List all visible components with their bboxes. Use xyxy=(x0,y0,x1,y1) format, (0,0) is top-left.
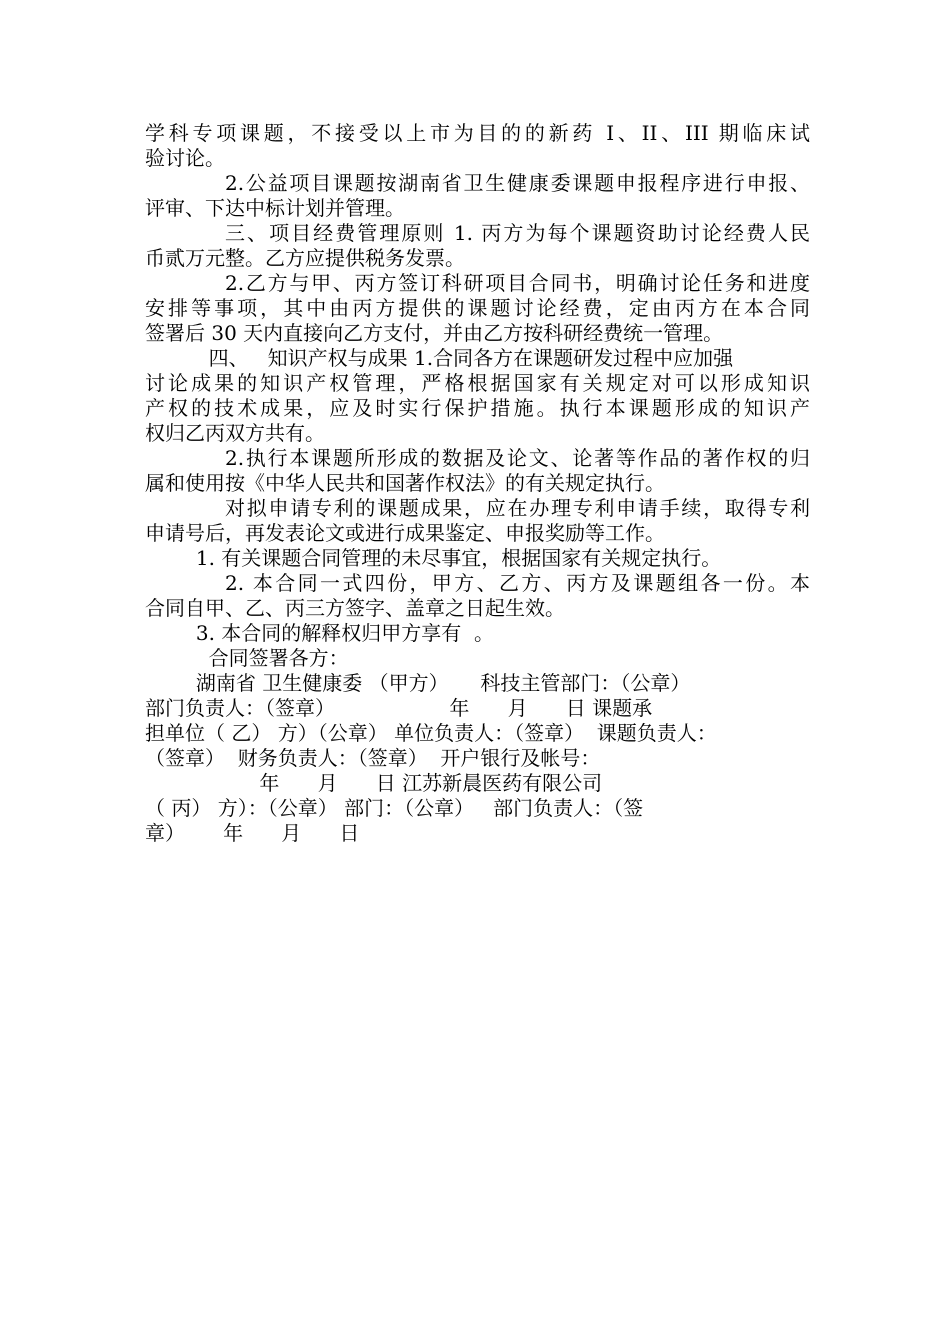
document-line: 合同自甲、乙、丙三方签字、盖章之日起生效。 xyxy=(145,596,565,620)
document-line: 担单位（ 乙） 方）（公章） 单位负责人：（签章） 课题负责人： xyxy=(145,721,717,745)
document-line: 2. 本合同一式四份，甲方、乙方、丙方及课题组各一份。本 xyxy=(225,571,810,595)
document-line: 权归乙丙双方共有。 xyxy=(145,421,325,445)
document-line: 3. 本合同的解释权归甲方享有 。 xyxy=(145,621,495,645)
document-line: 签署后 30 天内直接向乙方支付，并由乙方按科研经费统一管理。 xyxy=(145,321,724,345)
document-line: 安排等事项，其中由丙方提供的课题讨论经费，定由丙方在本合同 xyxy=(145,296,810,320)
document-line: 章） 年 月 日 xyxy=(145,821,360,845)
document-line: 湖南省 卫生健康委 （甲方） 科技主管部门：（公章） xyxy=(145,671,691,695)
document-line: 学科专项课题，不接受以上市为目的的新药 I、II、III 期临床试 xyxy=(145,121,810,145)
document-line: 年 月 日 江苏新晨医药有限公司 xyxy=(145,771,603,795)
document-line: 合同签署各方： xyxy=(145,646,349,670)
document-line: 申请号后，再发表论文或进行成果鉴定、申报奖励等工作。 xyxy=(145,521,665,545)
contract-page xyxy=(145,121,810,846)
document-line: 部门负责人：（签章） 年 月 日 课题承 xyxy=(145,696,653,720)
document-line: （签章） 财务负责人：（签章） 开户银行及帐号： xyxy=(145,746,601,770)
document-line: （ 丙） 方）：（公章） 部门：（公章） 部门负责人：（签 xyxy=(145,796,644,820)
document-line: 属和使用按《中华人民共和国著作权法》的有关规定执行。 xyxy=(145,471,665,495)
document-line: 评审、下达中标计划并管理。 xyxy=(145,196,405,220)
document-line: 讨论成果的知识产权管理，严格根据国家有关规定对可以形成知识 xyxy=(145,371,810,395)
document-line: 1. 有关课题合同管理的未尽事宜，根据国家有关规定执行。 xyxy=(145,546,722,570)
document-line: 币贰万元整。乙方应提供税务发票。 xyxy=(145,246,465,270)
document-line: 三、项目经费管理原则 1. 丙方为每个课题资助讨论经费人民 xyxy=(225,221,810,245)
document-line: 四、 知识产权与成果 1.合同各方在课题研发过程中应加强 xyxy=(145,346,734,370)
document-line: 2.执行本课题所形成的数据及论文、论著等作品的著作权的归 xyxy=(225,446,810,470)
document-line: 2.乙方与甲、丙方签订科研项目合同书，明确讨论任务和进度 xyxy=(225,271,810,295)
document-line: 产权的技术成果，应及时实行保护措施。执行本课题形成的知识产 xyxy=(145,396,810,420)
document-line: 2.公益项目课题按湖南省卫生健康委课题申报程序进行申报、 xyxy=(225,171,810,195)
document-line: 验讨论。 xyxy=(145,146,225,170)
document-line: 对拟申请专利的课题成果，应在办理专利申请手续，取得专利 xyxy=(225,496,810,520)
